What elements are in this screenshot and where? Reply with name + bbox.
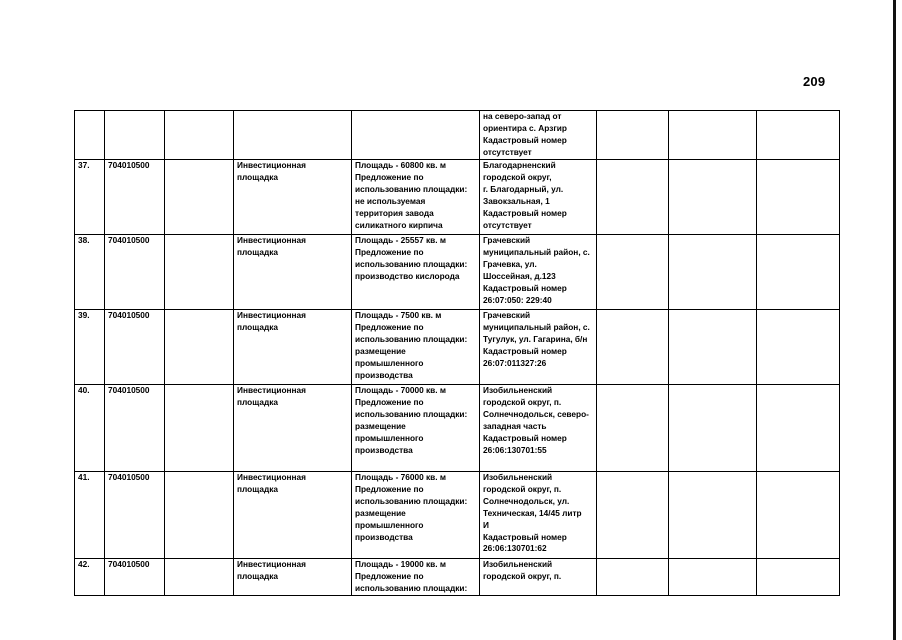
description-cell-line: производства — [355, 369, 413, 380]
address-cell-line: ориентира с. Арзгир — [483, 122, 567, 133]
row-number-cell: 40. — [75, 385, 105, 472]
empty-cell — [597, 310, 669, 385]
address-cell-line: Кадастровый номер — [483, 432, 567, 443]
address-cell-line: Грачевский — [483, 310, 531, 320]
object-type-cell-line: Инвестиционная — [237, 160, 306, 170]
address-cell-line: городской округ, — [483, 171, 552, 182]
address-cell-line: муниципальный район, с. — [483, 246, 590, 257]
description-cell-line: Площадь - 76000 кв. м — [355, 472, 447, 482]
description-cell-line: Предложение по — [355, 483, 424, 494]
row-number-cell: 39. — [75, 310, 105, 385]
empty-cell — [669, 235, 757, 310]
description-cell-line: Площадь - 60800 кв. м — [355, 160, 447, 170]
object-type-cell-line: площадка — [237, 171, 278, 182]
empty-cell — [757, 385, 840, 472]
empty-cell — [165, 559, 234, 596]
address-cell-line: Грачевка, ул. — [483, 258, 537, 269]
description-cell-line: Площадь - 19000 кв. м — [355, 559, 447, 569]
address-cell-line: городской округ, п. — [483, 570, 562, 581]
address-cell-line: Грачевский — [483, 235, 531, 245]
empty-cell — [669, 472, 757, 559]
address-cell-line: муниципальный район, с. — [483, 321, 590, 332]
address-cell-line: Изобильненский — [483, 559, 553, 569]
object-type-cell — [234, 111, 352, 160]
object-type-cell-line: площадка — [237, 570, 278, 581]
description-cell-line: использованию площадки: — [355, 408, 468, 419]
object-type-cell — [234, 385, 352, 472]
address-cell-line: Тугулук, ул. Гагарина, б/н — [483, 333, 588, 344]
scan-edge-shadow — [893, 0, 896, 640]
address-cell-line: Солнечнодольск, северо- — [483, 408, 589, 419]
description-cell-line: силикатного кирпича — [355, 219, 443, 230]
object-type-cell — [234, 559, 352, 596]
table-row — [75, 111, 840, 160]
address-cell-line: на северо-запад от — [483, 111, 562, 121]
description-cell — [352, 472, 480, 559]
empty-cell — [597, 472, 669, 559]
address-cell-line: отсутствует — [483, 219, 532, 230]
code-cell — [105, 111, 165, 160]
address-cell — [480, 472, 597, 559]
empty-cell — [669, 559, 757, 596]
description-cell-line: использованию площадки: — [355, 183, 468, 194]
object-type-cell-line: Инвестиционная — [237, 559, 306, 569]
description-cell-line: Предложение по — [355, 246, 424, 257]
page-number: 209 — [803, 74, 826, 89]
address-cell-line: Солнечнодольск, ул. — [483, 495, 570, 506]
row-number-cell: 41. — [75, 472, 105, 559]
empty-cell — [757, 160, 840, 235]
empty-cell — [165, 385, 234, 472]
address-cell-line: И — [483, 519, 489, 530]
description-cell-line: производство кислорода — [355, 270, 460, 281]
register-body — [75, 111, 840, 596]
address-cell — [480, 160, 597, 235]
address-cell-line: Кадастровый номер — [483, 531, 567, 542]
address-cell-line: Шоссейная, д.123 — [483, 270, 556, 281]
address-cell — [480, 385, 597, 472]
register-table — [74, 110, 840, 596]
description-cell-line: промышленного — [355, 357, 424, 368]
address-cell-line: 26:06:130701:62 — [483, 543, 547, 554]
address-cell-line: Кадастровый номер — [483, 345, 567, 356]
empty-cell — [597, 235, 669, 310]
object-type-cell-line: площадка — [237, 321, 278, 332]
empty-cell — [165, 310, 234, 385]
code-cell: 704010500 — [105, 385, 165, 472]
address-cell-line: западная часть — [483, 420, 547, 431]
empty-cell — [757, 310, 840, 385]
address-cell-line: Кадастровый номер — [483, 207, 567, 218]
description-cell — [352, 111, 480, 160]
code-cell: 704010500 — [105, 559, 165, 596]
empty-cell — [597, 111, 669, 160]
address-cell-line: отсутствует — [483, 146, 532, 157]
row-number-cell: 42. — [75, 559, 105, 596]
address-cell-line: 26:06:130701:55 — [483, 444, 547, 455]
empty-cell — [165, 160, 234, 235]
description-cell-line: Площадь - 70000 кв. м — [355, 385, 447, 395]
row-number-cell: 38. — [75, 235, 105, 310]
empty-cell — [757, 472, 840, 559]
object-type-cell-line: Инвестиционная — [237, 472, 306, 482]
code-cell: 704010500 — [105, 235, 165, 310]
address-cell — [480, 235, 597, 310]
row-number-cell — [75, 111, 105, 160]
code-cell: 704010500 — [105, 310, 165, 385]
object-type-cell — [234, 235, 352, 310]
description-cell — [352, 385, 480, 472]
address-cell-line: Кадастровый номер — [483, 134, 567, 145]
description-cell-line: не используемая — [355, 195, 426, 206]
object-type-cell-line: Инвестиционная — [237, 310, 306, 320]
description-cell-line: использованию площадки: — [355, 495, 468, 506]
address-cell-line: г. Благодарный, ул. — [483, 183, 564, 194]
object-type-cell-line: площадка — [237, 246, 278, 257]
object-type-cell — [234, 310, 352, 385]
empty-cell — [669, 160, 757, 235]
address-cell-line: 26:07:050: 229:40 — [483, 294, 552, 305]
empty-cell — [165, 111, 234, 160]
empty-cell — [597, 160, 669, 235]
empty-cell — [757, 111, 840, 160]
description-cell — [352, 559, 480, 596]
table-row — [75, 559, 840, 596]
table-row — [75, 385, 840, 472]
empty-cell — [597, 559, 669, 596]
description-cell — [352, 160, 480, 235]
description-cell-line: размещение — [355, 507, 406, 518]
description-cell-line: производства — [355, 444, 413, 455]
empty-cell — [669, 310, 757, 385]
address-cell — [480, 111, 597, 160]
address-cell-line: Завокзальная, 1 — [483, 195, 550, 206]
description-cell-line: использованию площадки: — [355, 333, 468, 344]
description-cell-line: Предложение по — [355, 321, 424, 332]
description-cell-line: промышленного — [355, 519, 424, 530]
object-type-cell-line: Инвестиционная — [237, 235, 306, 245]
address-cell-line: Изобильненский — [483, 472, 553, 482]
address-cell-line: городской округ, п. — [483, 483, 562, 494]
row-number-cell: 37. — [75, 160, 105, 235]
description-cell-line: Предложение по — [355, 570, 424, 581]
object-type-cell — [234, 472, 352, 559]
description-cell-line: промышленного — [355, 432, 424, 443]
table-row — [75, 160, 840, 235]
code-cell: 704010500 — [105, 472, 165, 559]
description-cell-line: Площадь - 7500 кв. м — [355, 310, 442, 320]
address-cell-line: городской округ, п. — [483, 396, 562, 407]
description-cell-line: территория завода — [355, 207, 434, 218]
empty-cell — [165, 472, 234, 559]
table-row — [75, 310, 840, 385]
empty-cell — [669, 385, 757, 472]
description-cell-line: Предложение по — [355, 171, 424, 182]
table-row — [75, 235, 840, 310]
description-cell-line: размещение — [355, 420, 406, 431]
address-cell-line: Техническая, 14/45 литр — [483, 507, 582, 518]
address-cell-line: Благодарненский — [483, 160, 556, 170]
object-type-cell-line: площадка — [237, 483, 278, 494]
description-cell-line: Предложение по — [355, 396, 424, 407]
address-cell-line: Изобильненский — [483, 385, 553, 395]
empty-cell — [757, 235, 840, 310]
description-cell-line: размещение — [355, 345, 406, 356]
empty-cell — [669, 111, 757, 160]
empty-cell — [165, 235, 234, 310]
address-cell-line: Кадастровый номер — [483, 282, 567, 293]
empty-cell — [597, 385, 669, 472]
description-cell-line: Площадь - 25557 кв. м — [355, 235, 447, 245]
object-type-cell-line: Инвестиционная — [237, 385, 306, 395]
empty-cell — [757, 559, 840, 596]
object-type-cell-line: площадка — [237, 396, 278, 407]
description-cell — [352, 310, 480, 385]
table-row — [75, 472, 840, 559]
code-cell: 704010500 — [105, 160, 165, 235]
object-type-cell — [234, 160, 352, 235]
address-cell — [480, 559, 597, 596]
address-cell — [480, 310, 597, 385]
description-cell-line: использованию площадки: — [355, 582, 468, 593]
description-cell-line: производства — [355, 531, 413, 542]
address-cell-line: 26:07:011327:26 — [483, 357, 547, 368]
description-cell — [352, 235, 480, 310]
description-cell-line: использованию площадки: — [355, 258, 468, 269]
